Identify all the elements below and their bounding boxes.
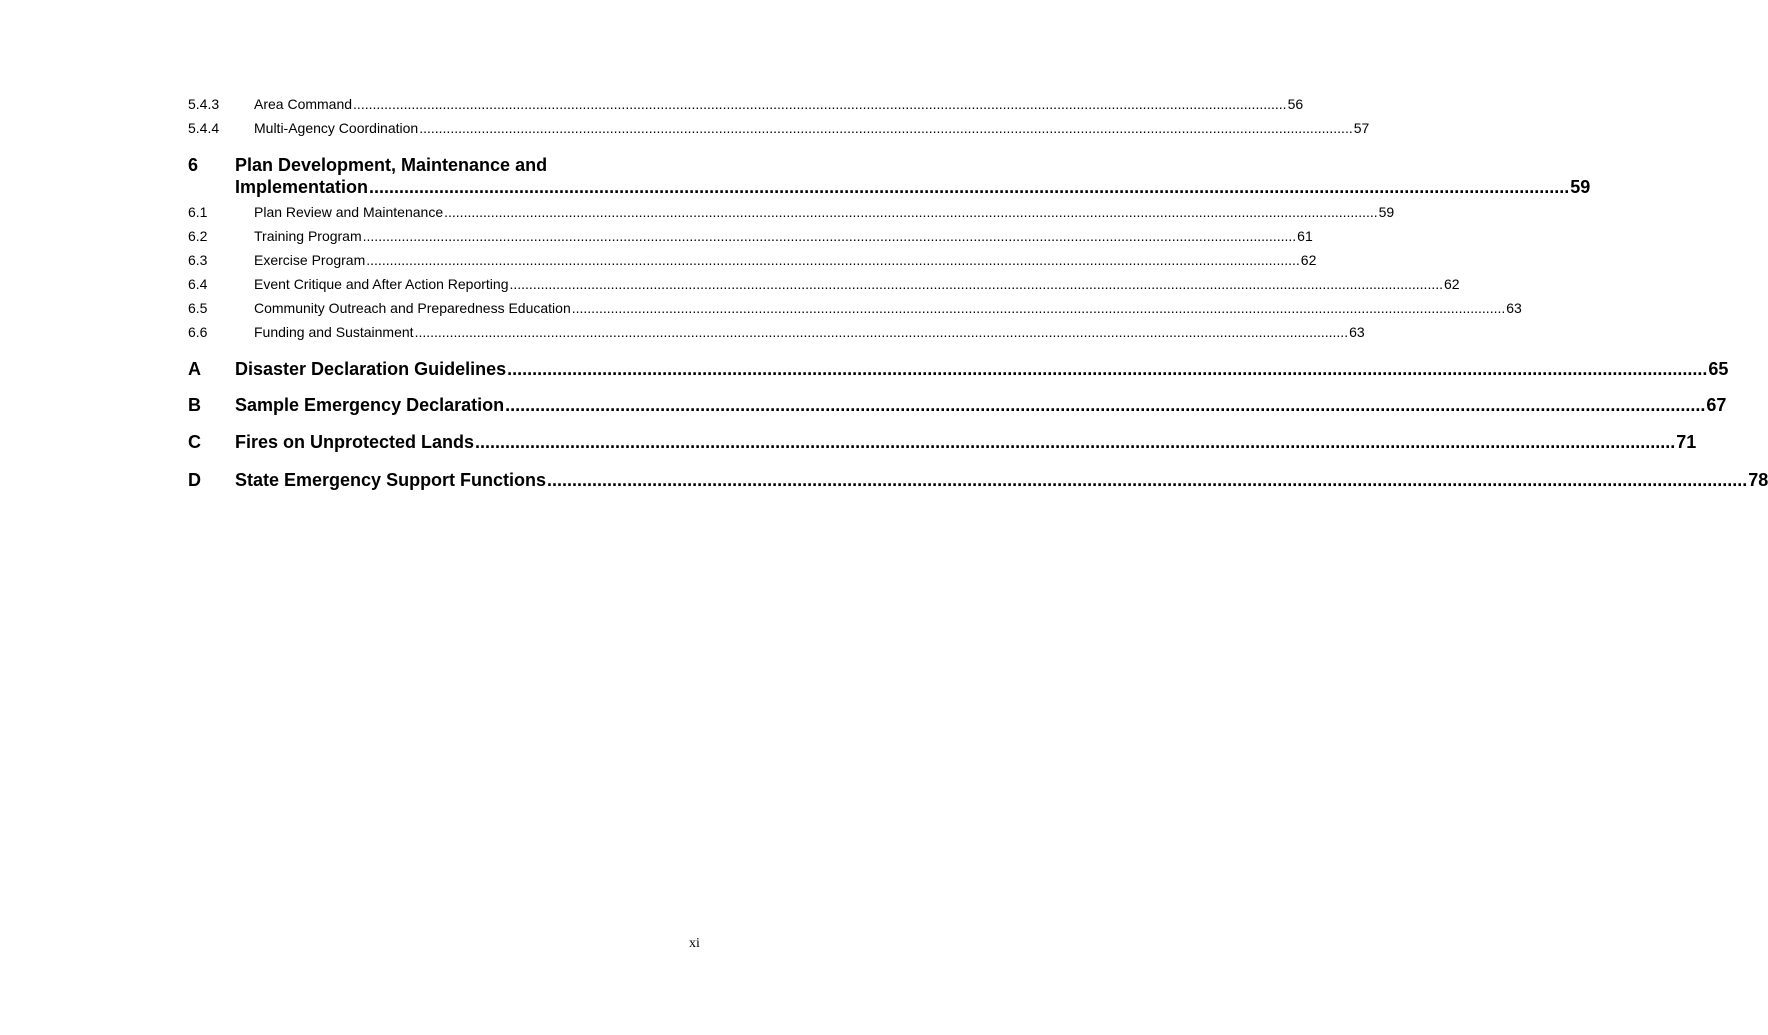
dot-leader: [444, 200, 1378, 224]
toc-entry-number: 6.2: [188, 228, 208, 244]
toc-entry-number: 6.1: [188, 204, 208, 220]
dot-leader: [363, 224, 1297, 248]
toc-entry-page: 65: [1708, 359, 1729, 379]
dot-leader: [415, 320, 1349, 344]
toc-entry-title: Funding and Sustainment: [254, 320, 415, 344]
dot-leader: [505, 394, 1705, 416]
toc-entry-number: D: [188, 470, 201, 490]
toc-entry-page: 63: [1505, 296, 1522, 320]
toc-entry-title: Area Command: [254, 92, 353, 116]
toc-entry-title: Multi-Agency Coordination: [254, 116, 419, 140]
toc-entry-title: Sample Emergency Declaration: [235, 395, 505, 415]
toc-entry-appendix-a[interactable]: [188, 358, 1729, 380]
toc-entry-title: Training Program: [254, 224, 363, 248]
toc-entry-title-line1: Plan Development, Maintenance and: [235, 154, 1590, 176]
toc-entry-page: 61: [1296, 224, 1313, 248]
toc-entry-number: 6.4: [188, 276, 208, 292]
toc-entry-number: 5.4.3: [188, 96, 220, 112]
dot-leader: [547, 469, 1747, 491]
toc-entry-number: C: [188, 432, 201, 452]
toc-entry-number: A: [188, 359, 201, 379]
toc-entry-number: B: [188, 395, 201, 415]
toc-entry-page: 62: [1300, 248, 1317, 272]
toc-entry-number: 6.3: [188, 252, 208, 268]
toc-entry-title: Fires on Unprotected Lands: [235, 432, 475, 452]
toc-entry-page: 59: [1378, 200, 1395, 224]
toc-entry-5-4-3[interactable]: [188, 92, 1304, 116]
table-of-contents: [188, 92, 1768, 491]
toc-entry-6-4[interactable]: [188, 272, 1460, 296]
toc-entry-page: 71: [1676, 432, 1697, 452]
toc-entry-5-4-4[interactable]: [188, 116, 1370, 140]
toc-entry-page: 63: [1348, 320, 1365, 344]
toc-entry-section-6[interactable]: [188, 154, 1591, 198]
dot-leader: [507, 358, 1707, 380]
toc-entry-appendix-b[interactable]: [188, 394, 1727, 416]
toc-entry-page: 59: [1570, 177, 1591, 197]
toc-entry-title: Event Critique and After Action Reporting: [254, 272, 509, 296]
toc-entry-title: Exercise Program: [254, 248, 366, 272]
toc-entry-number: 6.5: [188, 300, 208, 316]
toc-entry-6-6[interactable]: [188, 320, 1365, 344]
toc-entry-number: 6: [188, 155, 199, 175]
toc-entry-title: Disaster Declaration Guidelines: [235, 359, 507, 379]
toc-entry-number: 6.6: [188, 324, 208, 340]
toc-entry-6-5[interactable]: [188, 296, 1522, 320]
toc-entry-6-3[interactable]: [188, 248, 1317, 272]
toc-entry-page: 67: [1706, 395, 1727, 415]
dot-leader: [509, 272, 1443, 296]
toc-entry-page: 78: [1748, 470, 1768, 490]
dot-leader: [419, 116, 1353, 140]
toc-entry-number: 5.4.4: [188, 120, 220, 136]
toc-entry-title: State Emergency Support Functions: [235, 470, 547, 490]
toc-entry-page: 56: [1287, 92, 1304, 116]
dot-leader: [572, 296, 1506, 320]
toc-entry-title: Community Outreach and Preparedness Education: [254, 296, 572, 320]
toc-entry-6-1[interactable]: [188, 200, 1395, 224]
toc-entry-title-line2: Implementation: [235, 177, 369, 197]
dot-leader: [353, 92, 1287, 116]
dot-leader: [366, 248, 1300, 272]
toc-entry-page: 57: [1353, 116, 1370, 140]
toc-entry-page: 62: [1443, 272, 1460, 296]
dot-leader: [369, 176, 1569, 198]
toc-entry-appendix-c[interactable]: [188, 431, 1697, 453]
toc-entry-appendix-d[interactable]: [188, 469, 1768, 491]
page-number: xi: [689, 936, 700, 951]
dot-leader: [475, 431, 1675, 453]
toc-entry-6-2[interactable]: [188, 224, 1313, 248]
toc-entry-title: Plan Review and Maintenance: [254, 200, 444, 224]
